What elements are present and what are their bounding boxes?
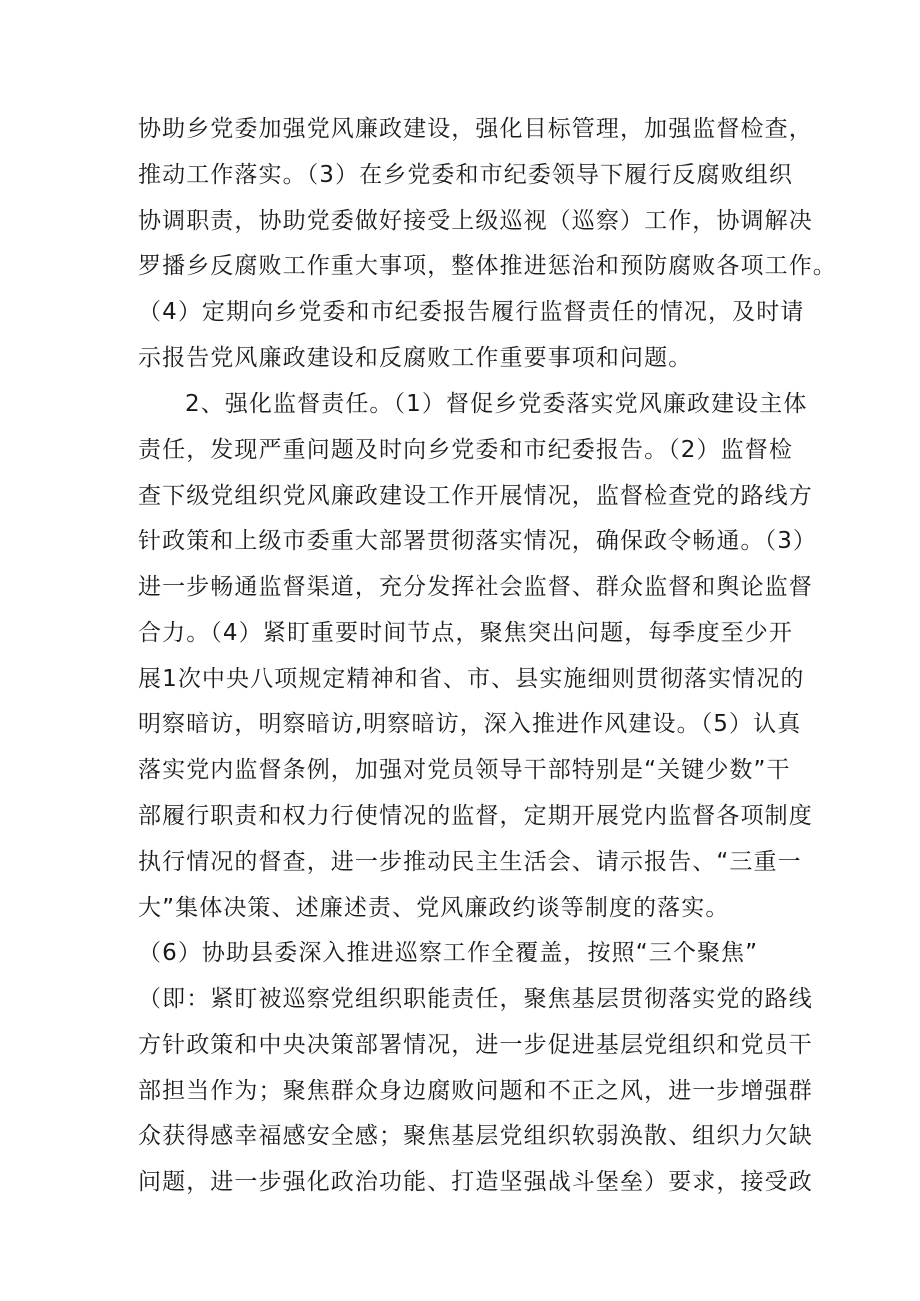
text-line: 大”集体决策、述廉述责、党风廉政约谈等制度的落实。 bbox=[138, 895, 730, 921]
text-line: 推动工作落实。（3）在乡党委和市纪委领导下履行反腐败组织 bbox=[138, 162, 793, 188]
text-line: 落实党内监督条例，加强对党员领导干部特别是“关键少数”干 bbox=[138, 757, 791, 783]
text-line: 责任，发现严重问题及时向乡党委和市纪委报告。（2）监督检 bbox=[138, 437, 793, 463]
text-line: 针政策和上级市委重大部署贯彻落实情况，确保政令畅通。（3） bbox=[138, 528, 818, 554]
text-line: 2、强化监督责任。（1）督促乡党委落实党风廉政建设主体 bbox=[185, 391, 808, 417]
text-line: 罗播乡反腐败工作重大事项，整体推进惩治和预防腐败各项工作。 bbox=[138, 253, 837, 279]
text-line: 众获得感幸福感安全感；聚焦基层党组织软弱涣散、组织力欠缺 bbox=[138, 1123, 813, 1149]
text-line: 合力。（4）紧盯重要时间节点，聚焦突出问题，每季度至少开 bbox=[138, 620, 793, 646]
text-line: 执行情况的督查，进一步推动民主生活会、请示报告、“三重一 bbox=[138, 849, 802, 875]
text-line: （4）定期向乡党委和市纪委报告履行监督责任的情况，及时请 bbox=[138, 299, 805, 325]
text-line: 展1次中央八项规定精神和省、市、县实施细则贯彻落实情况的 bbox=[138, 666, 805, 692]
text-line: 协调职责，协助党委做好接受上级巡视（巡察）工作，协调解决 bbox=[138, 208, 813, 234]
text-line: （即：紧盯被巡察党组织职能责任，聚焦基层贯彻落实党的路线 bbox=[138, 986, 813, 1012]
text-line: 进一步畅通监督渠道，充分发挥社会监督、群众监督和舆论监督 bbox=[138, 574, 813, 600]
text-line: 明察暗访，明察暗访,明察暗访，深入推进作风建设。（5）认真 bbox=[138, 711, 802, 737]
text-line: （6）协助县委深入推进巡察工作全覆盖，按照“三个聚焦” bbox=[138, 940, 759, 966]
text-line: 部履行职责和权力行使情况的监督，定期开展党内监督各项制度 bbox=[138, 803, 813, 829]
text-line: 问题，进一步强化政治功能、打造坚强战斗堡垒）要求，接受政 bbox=[138, 1169, 813, 1195]
text-line: 协助乡党委加强党风廉政建设，强化目标管理，加强监督检查， bbox=[138, 116, 813, 142]
text-line: 查下级党组织党风廉政建设工作开展情况，监督检查党的路线方 bbox=[138, 483, 813, 509]
text-line: 部担当作为；聚焦群众身边腐败问题和不正之风，进一步增强群 bbox=[138, 1078, 813, 1104]
text-line: 方针政策和中央决策部署情况，进一步促进基层党组织和党员干 bbox=[138, 1032, 813, 1058]
text-line: 示报告党风廉政建设和反腐败工作重要事项和问题。 bbox=[138, 345, 693, 371]
